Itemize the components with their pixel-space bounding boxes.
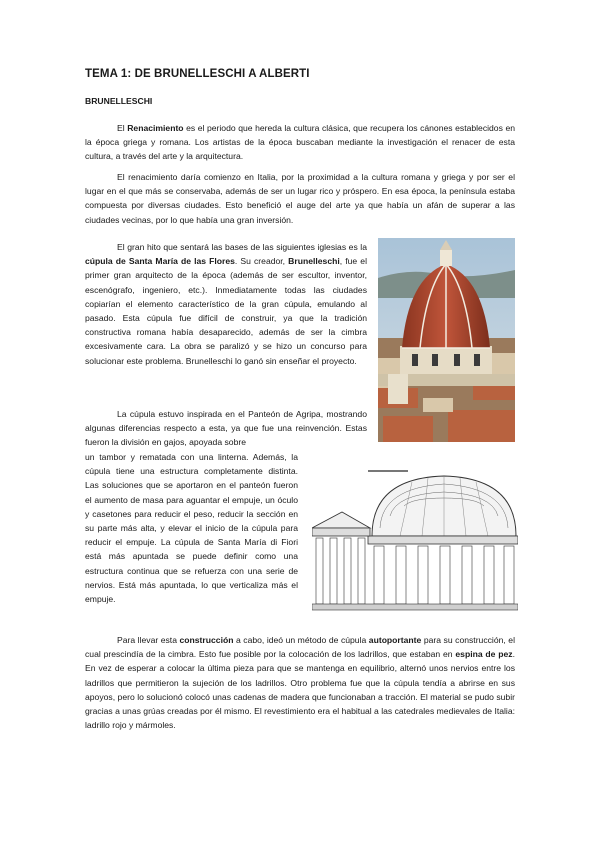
- text-run: es el periodo que hereda la cultura clásica, que recupera los cánones establecidos en la época griega y romana. Los artistas de la época buscaban mediante la investigación el renacer de esta cultura, a través del arte y la arquitectura.: [85, 123, 515, 162]
- text-run: El: [117, 123, 128, 133]
- bold-term: autoportante: [368, 635, 422, 645]
- bold-term: espina de pez: [455, 649, 513, 660]
- paragraph-italia: [85, 170, 515, 227]
- paragraph-panteon-top: [85, 407, 367, 450]
- bold-term: Brunelleschi: [288, 256, 340, 267]
- paragraph-panteon-side: [85, 450, 298, 606]
- text-run: Para llevar esta: [117, 635, 180, 645]
- text-run: , fue el primer gran arquitecto de la época (además de ser escultor, inventor, escenógrafo, ingeniero, etc.). Inmediatamente todas las ciudades copiarían el elemento característico de la gran cúpula, emulando al pasado. Esta cúpula fue difícil de construir, ya que la tradición constructiva romana había desaparecido, además de ser la cimbra excesivamente cara. La obra se paralizó y se hizo un concurso para solucionar este problema. Brunelleschi lo ganó sin enseñar el proyecto.: [85, 256, 367, 366]
- bold-term: construcción: [179, 635, 234, 645]
- text-run: . Su creador,: [234, 256, 289, 267]
- text-run: a cabo, ideó un método de cúpula: [233, 635, 369, 645]
- section-heading: BRUNELLESCHI: [85, 96, 153, 106]
- dome-illustration: [378, 238, 515, 442]
- pantheon-section-drawing: [312, 466, 518, 614]
- bold-term: Renacimiento: [127, 123, 184, 133]
- text-run: La cúpula estuvo inspirada en el Panteón de Agripa, mostrando algunas diferencias respecto a esta, ya que fue una reinvención. Estas fueron la división en gajos, apoyada sobre: [85, 409, 367, 448]
- bold-term: cúpula de Santa María de las Flores: [85, 256, 235, 267]
- page-title: TEMA 1: DE BRUNELLESCHI A ALBERTI: [85, 68, 310, 80]
- paragraph-construccion: [85, 633, 515, 732]
- pantheon-illustration: [312, 466, 518, 614]
- text-run: un tambor y rematada con una linterna. Además, la cúpula tiene una estructura completamente distinta. Las soluciones que se aportaron en el panteón fueron el aumento de masa para aguantar el empuje, un óculo y casetones para reducir el peso, reducir la sección en su parte más alta, y elevar el inicio de la cúpula para reducir el empuje. La cúpula de Santa María di Fiori está más apuntada se puede definir como una estructura continua que se refuerza con una serie de nervios. Está más apuntada, lo que verticaliza más el empuje.: [85, 452, 298, 605]
- text-run: para su construcción, el cual prescindía de la cimbra. Esto fue posible por la colocación de los ladrillos, que estaban en: [85, 635, 515, 660]
- paragraph-cupula: [85, 240, 367, 368]
- text-run: El renacimiento daría comienzo en Italia, por la proximidad a la cultura romana y griega y por ser el lugar en el que más se conservaba, además de ser un lugar rico y próspero. En esa época, la península estaba compuesta por diversas ciudades. Esto benefició el auge del arte ya que había un afán de superar a las ciudades vecinas, por lo que había una gran inversión.: [85, 172, 515, 225]
- text-run: . En vez de esperar a colocar la última pieza para que se mantenga en equilibrio, alternó unos nervios entre los ladrillos que permitieron la sujeción de los ladrillos. Otro problema fue que la cúpula tendía a abrirse en sus apoyos, pero lo solucionó colocó unas cadenas de madera que funcionaban a tracción. El material se pudo subir gracias a unas grúas creadas por él mismo. El revestimiento era el habitual a las catedrales medievales de Italia: ladrillo rojo y mármoles.: [85, 649, 515, 731]
- paragraph-renacimiento: [85, 121, 515, 164]
- dome-photo: [378, 238, 515, 442]
- text-run: El gran hito que sentará las bases de las siguientes iglesias es la: [117, 242, 367, 252]
